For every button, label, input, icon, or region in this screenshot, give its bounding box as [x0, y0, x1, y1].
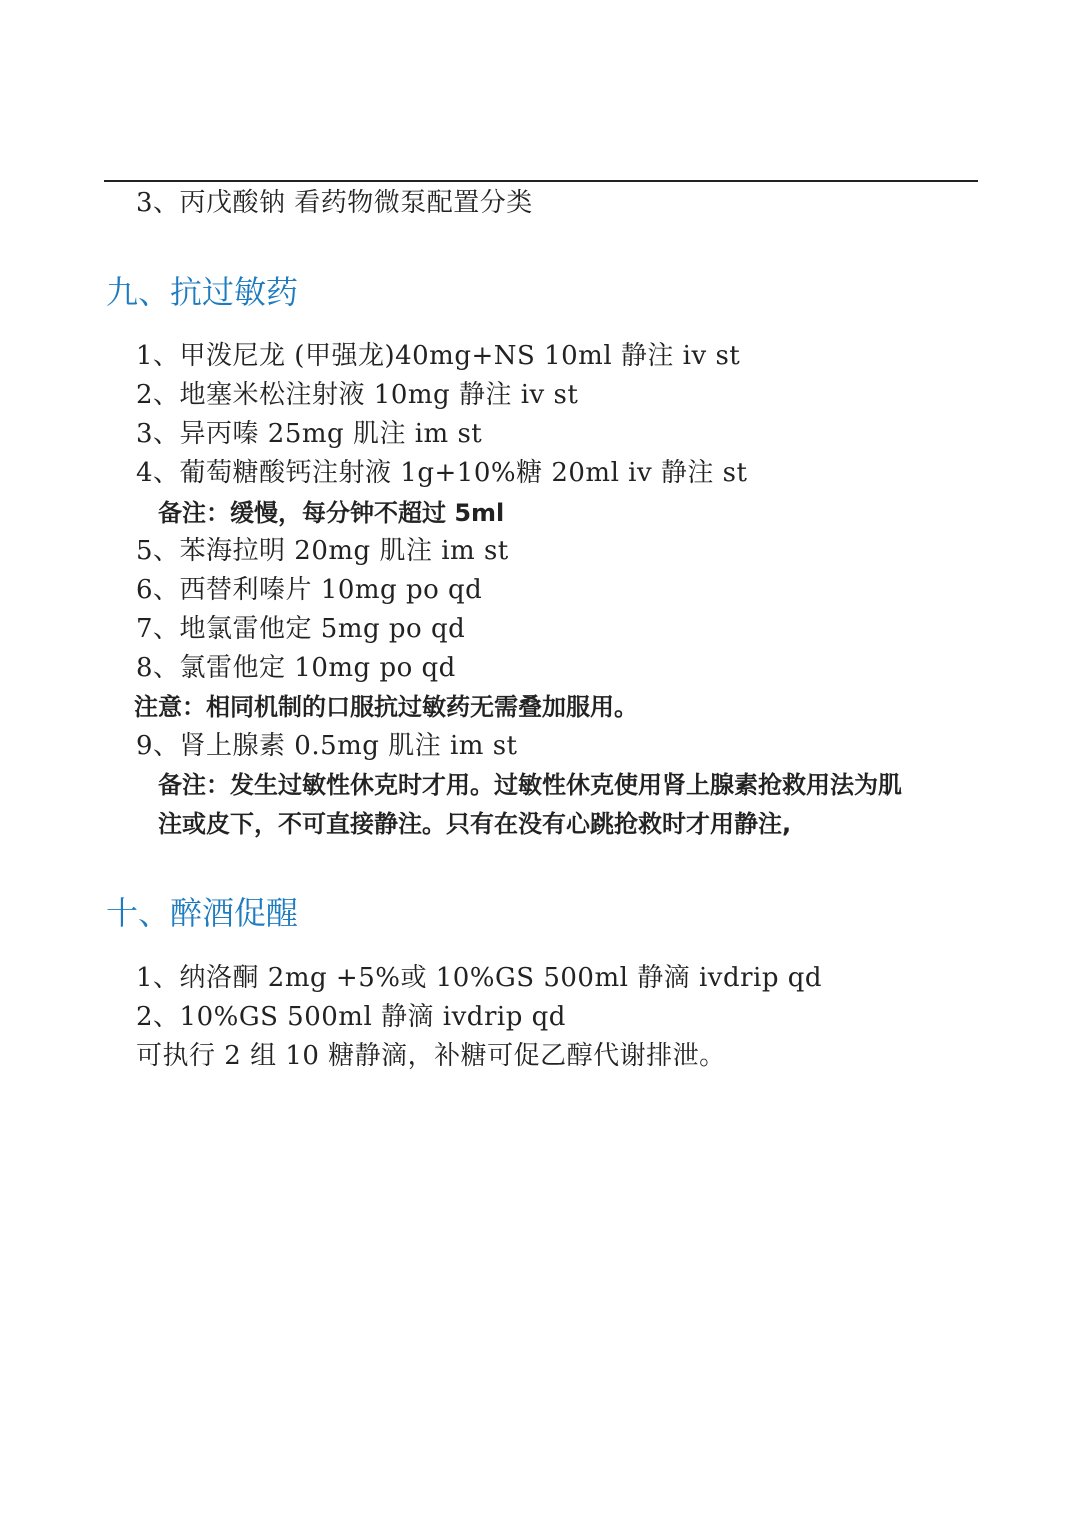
list-item: 3、丙戊酸钠 看药物微泵配置分类 [136, 188, 533, 218]
list-item: 6、西替利嗪片 10mg po qd [136, 575, 483, 605]
note-epinephrine-line1: 备注：发生过敏性休克时才用。过敏性休克使用肾上腺素抢救用法为肌 [158, 771, 902, 799]
list-item: 7、地氯雷他定 5mg po qd [136, 614, 466, 644]
list-item: 4、葡萄糖酸钙注射液 1g+10%糖 20ml iv 静注 st [136, 458, 748, 488]
remark-glucose: 可执行 2 组 10 糖静滴，补糖可促乙醇代谢排泄。 [136, 1041, 726, 1071]
section-heading-sober: 十、醉酒促醒 [106, 894, 299, 932]
list-item: 5、苯海拉明 20mg 肌注 im st [136, 536, 509, 566]
list-item: 2、10%GS 500ml 静滴 ivdrip qd [136, 1002, 566, 1032]
note-epinephrine-line2: 注或皮下，不可直接静注。只有在没有心跳抢救时才用静注, [158, 810, 792, 838]
list-item: 1、纳洛酮 2mg +5%或 10%GS 500ml 静滴 ivdrip qd [136, 963, 823, 993]
note-oral-antiallergy: 注意：相同机制的口服抗过敏药无需叠加服用。 [134, 693, 638, 721]
list-item: 2、地塞米松注射液 10mg 静注 iv st [136, 380, 579, 410]
section-heading-antiallergy: 九、抗过敏药 [106, 273, 299, 311]
list-item: 1、甲泼尼龙 (甲强龙)40mg+NS 10ml 静注 iv st [136, 341, 741, 371]
list-item: 8、氯雷他定 10mg po qd [136, 653, 456, 683]
header-rule [104, 180, 978, 182]
note-calcium-rate: 备注：缓慢，每分钟不超过 5ml [158, 499, 505, 527]
list-item: 3、异丙嗪 25mg 肌注 im st [136, 419, 483, 449]
list-item: 9、肾上腺素 0.5mg 肌注 im st [136, 731, 518, 761]
